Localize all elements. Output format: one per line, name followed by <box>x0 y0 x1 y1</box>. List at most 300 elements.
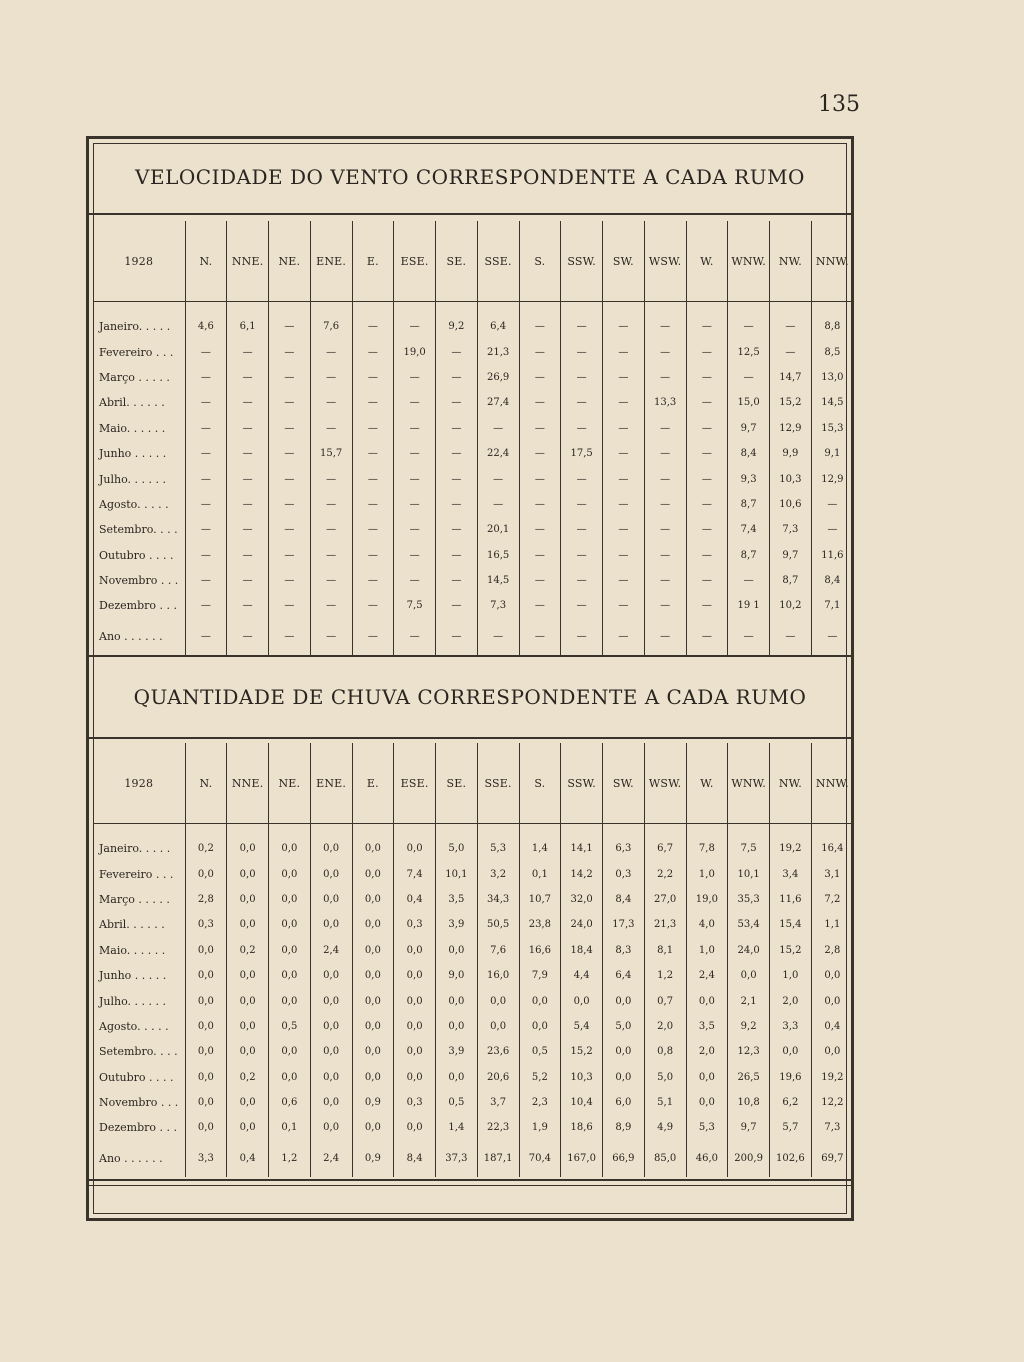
rain-value-cell: 0,0 <box>686 1065 728 1090</box>
rain-value-cell: 0,0 <box>352 836 394 861</box>
rain-value-cell: 5,2 <box>519 1065 561 1090</box>
speed-spacer-cell <box>770 302 812 315</box>
speed-value-cell: — <box>644 568 686 593</box>
speed-table-row <box>93 466 853 491</box>
speed-value-cell: — <box>561 593 603 618</box>
rain-spacer-cell <box>477 824 519 837</box>
rain-value-cell: 1,0 <box>686 861 728 886</box>
speed-value-cell: — <box>686 314 728 339</box>
speed-direction-header: N. <box>185 221 227 302</box>
rain-direction-header: W. <box>686 743 728 824</box>
speed-total-cell: — <box>185 619 227 655</box>
speed-value-cell: — <box>352 416 394 441</box>
rain-value-cell: 0,6 <box>269 1090 311 1115</box>
speed-value-cell: — <box>394 568 436 593</box>
speed-spacer-cell <box>519 302 561 315</box>
rain-value-cell: 34,3 <box>477 887 519 912</box>
speed-direction-header: NNE. <box>227 221 269 302</box>
speed-value-cell: 9,1 <box>811 441 853 466</box>
rain-value-cell: 7,3 <box>811 1115 853 1140</box>
rain-value-cell: 18,4 <box>561 938 603 963</box>
rain-value-cell: 0,0 <box>227 988 269 1013</box>
rain-value-cell: 24,0 <box>561 912 603 937</box>
rain-table-row <box>93 1090 853 1115</box>
speed-value-cell: — <box>185 466 227 491</box>
rain-value-cell: 0,0 <box>352 988 394 1013</box>
speed-value-cell: — <box>269 568 311 593</box>
speed-value-cell: — <box>269 492 311 517</box>
speed-value-cell: — <box>310 466 352 491</box>
speed-value-cell: 12,5 <box>728 339 770 364</box>
rain-value-cell: 7,2 <box>811 887 853 912</box>
rain-value-cell: 0,0 <box>394 1039 436 1064</box>
rain-month-label: Agosto. . . . . <box>99 1019 169 1033</box>
rain-value-cell: 3,9 <box>436 912 478 937</box>
speed-value-cell: 17,5 <box>561 441 603 466</box>
rain-value-cell: 3,3 <box>770 1014 812 1039</box>
rain-spacer-cell <box>310 824 352 837</box>
speed-spacer-cell <box>436 302 478 315</box>
rain-value-cell: 2,0 <box>644 1014 686 1039</box>
rain-value-cell: 10,3 <box>561 1065 603 1090</box>
speed-total-cell: — <box>477 619 519 655</box>
rain-value-cell: 0,0 <box>561 988 603 1013</box>
speed-value-cell: — <box>644 365 686 390</box>
speed-value-cell: 15,2 <box>770 390 812 415</box>
speed-month-label: Maio. . . . . . <box>99 421 166 435</box>
rain-total-cell: 200,9 <box>728 1141 770 1177</box>
speed-value-cell: — <box>227 339 269 364</box>
speed-value-cell: 13,0 <box>811 365 853 390</box>
speed-value-cell: 12,9 <box>811 466 853 491</box>
rain-value-cell: 0,0 <box>394 1014 436 1039</box>
speed-value-cell: — <box>519 568 561 593</box>
rain-value-cell: 1,4 <box>519 836 561 861</box>
speed-value-cell: — <box>352 314 394 339</box>
speed-value-cell: — <box>644 492 686 517</box>
speed-value-cell: — <box>561 568 603 593</box>
speed-year-header: 1928 <box>93 221 185 302</box>
speed-value-cell: — <box>394 365 436 390</box>
speed-value-cell: — <box>352 568 394 593</box>
rain-value-cell: 50,5 <box>477 912 519 937</box>
rain-direction-header: S. <box>519 743 561 824</box>
rain-total-cell: 8,4 <box>394 1141 436 1177</box>
rain-value-cell: 2,8 <box>185 887 227 912</box>
rain-spacer-cell <box>93 824 185 837</box>
speed-value-cell: — <box>310 517 352 542</box>
rain-value-cell: 5,3 <box>686 1115 728 1140</box>
speed-value-cell: — <box>394 492 436 517</box>
rain-value-cell: 0,0 <box>603 988 645 1013</box>
rain-value-cell: 16,6 <box>519 938 561 963</box>
speed-value-cell: — <box>686 339 728 364</box>
rain-direction-header: E. <box>352 743 394 824</box>
rain-value-cell: 8,9 <box>603 1115 645 1140</box>
speed-value-cell: — <box>519 441 561 466</box>
speed-value-cell: — <box>436 416 478 441</box>
rain-value-cell: 0,3 <box>394 1090 436 1115</box>
speed-value-cell: — <box>644 543 686 568</box>
speed-month-label: Setembro. . . . <box>99 523 178 537</box>
speed-value-cell: — <box>686 390 728 415</box>
speed-value-cell: — <box>227 441 269 466</box>
speed-value-cell: — <box>561 314 603 339</box>
rain-value-cell: 4,0 <box>686 912 728 937</box>
speed-direction-header: SSE. <box>477 221 519 302</box>
rain-value-cell: 0,0 <box>269 861 311 886</box>
speed-value-cell: — <box>686 365 728 390</box>
speed-value-cell: — <box>227 390 269 415</box>
speed-value-cell: — <box>269 314 311 339</box>
rain-value-cell: 2,4 <box>686 963 728 988</box>
rain-value-cell: 0,0 <box>436 988 478 1013</box>
rain-value-cell: 0,0 <box>352 1039 394 1064</box>
rain-value-cell: 0,4 <box>394 887 436 912</box>
rain-value-cell: 0,0 <box>310 887 352 912</box>
speed-value-cell: — <box>644 441 686 466</box>
rain-value-cell: 14,1 <box>561 836 603 861</box>
speed-value-cell: — <box>644 517 686 542</box>
rain-month-label: Junho . . . . . <box>99 969 167 983</box>
rain-month-label: Abril. . . . . . <box>99 918 165 932</box>
rain-value-cell: 0,1 <box>519 861 561 886</box>
speed-total-label: Ano . . . . . . <box>99 630 163 644</box>
speed-month-label: Março . . . . . <box>99 370 170 384</box>
speed-total-cell: — <box>644 619 686 655</box>
rain-direction-header: NW. <box>770 743 812 824</box>
rain-value-cell: 0,0 <box>310 1115 352 1140</box>
rain-month-label: Dezembro . . . <box>99 1121 177 1135</box>
rain-value-cell: 7,8 <box>686 836 728 861</box>
rain-value-cell: 10,1 <box>728 861 770 886</box>
rain-value-cell: 0,0 <box>269 836 311 861</box>
rain-value-cell: 0,0 <box>185 861 227 886</box>
speed-value-cell: — <box>561 390 603 415</box>
rain-value-cell: 0,0 <box>185 1065 227 1090</box>
rain-value-cell: 15,4 <box>770 912 812 937</box>
rain-value-cell: 0,2 <box>227 1065 269 1090</box>
rain-value-cell: 1,0 <box>686 938 728 963</box>
speed-value-cell: — <box>269 416 311 441</box>
speed-spacer-cell <box>352 302 394 315</box>
speed-value-cell: — <box>310 339 352 364</box>
speed-value-cell: 10,2 <box>770 593 812 618</box>
speed-value-cell: — <box>227 416 269 441</box>
speed-value-cell: — <box>269 441 311 466</box>
rain-value-cell: 0,0 <box>310 861 352 886</box>
speed-spacer-cell <box>728 302 770 315</box>
speed-table-row <box>93 543 853 568</box>
rain-value-cell: 0,0 <box>310 1014 352 1039</box>
rain-value-cell: 32,0 <box>561 887 603 912</box>
rain-value-cell: 0,0 <box>227 1014 269 1039</box>
rain-value-cell: 3,4 <box>770 861 812 886</box>
rain-value-cell: 0,0 <box>394 1065 436 1090</box>
speed-value-cell: — <box>686 593 728 618</box>
rain-value-cell: 19,0 <box>686 887 728 912</box>
rain-value-cell: 2,3 <box>519 1090 561 1115</box>
rain-month-label: Novembro . . . <box>99 1096 179 1110</box>
speed-value-cell: — <box>686 568 728 593</box>
speed-direction-header: SE. <box>436 221 478 302</box>
speed-value-cell: — <box>603 543 645 568</box>
speed-value-cell: 21,3 <box>477 339 519 364</box>
rain-direction-header: NE. <box>269 743 311 824</box>
speed-header-row <box>93 221 853 302</box>
rain-value-cell: 0,0 <box>310 1090 352 1115</box>
speed-value-cell: — <box>603 593 645 618</box>
speed-value-cell: 16,5 <box>477 543 519 568</box>
speed-direction-header: WSW. <box>644 221 686 302</box>
speed-value-cell: 13,3 <box>644 390 686 415</box>
speed-value-cell: — <box>185 543 227 568</box>
rain-value-cell: 15,2 <box>561 1039 603 1064</box>
rain-end-rule <box>89 1179 851 1181</box>
speed-total-cell: — <box>519 619 561 655</box>
speed-total-cell: — <box>603 619 645 655</box>
speed-value-cell: 15,0 <box>728 390 770 415</box>
speed-value-cell: — <box>561 365 603 390</box>
speed-spacer-cell <box>227 302 269 315</box>
speed-value-cell: 20,1 <box>477 517 519 542</box>
speed-value-cell: — <box>519 365 561 390</box>
speed-month-label: Dezembro . . . <box>99 599 177 613</box>
rain-value-cell: 0,0 <box>269 988 311 1013</box>
rain-value-cell: 12,3 <box>728 1039 770 1064</box>
speed-value-cell: — <box>436 441 478 466</box>
speed-value-cell: — <box>269 543 311 568</box>
speed-spacer-cell <box>477 302 519 315</box>
page-number: 135 <box>818 92 860 117</box>
speed-value-cell: — <box>269 365 311 390</box>
rain-value-cell: 7,5 <box>728 836 770 861</box>
rain-value-cell: 6,4 <box>603 963 645 988</box>
page-frame <box>86 136 854 1221</box>
speed-value-cell: — <box>603 365 645 390</box>
speed-value-cell: — <box>603 339 645 364</box>
speed-month-label: Abril. . . . . . <box>99 396 165 410</box>
speed-value-cell: 9,7 <box>770 543 812 568</box>
rain-value-cell: 5,7 <box>770 1115 812 1140</box>
rain-value-cell: 23,8 <box>519 912 561 937</box>
rain-total-row <box>93 1141 853 1177</box>
speed-value-cell: — <box>352 365 394 390</box>
speed-month-label: Janeiro. . . . . <box>99 320 171 334</box>
rain-direction-header: WNW. <box>728 743 770 824</box>
rain-value-cell: 9,0 <box>436 963 478 988</box>
speed-value-cell: 8,7 <box>770 568 812 593</box>
speed-value-cell: — <box>770 314 812 339</box>
rain-value-cell: 0,0 <box>185 963 227 988</box>
speed-value-cell: 15,3 <box>811 416 853 441</box>
rain-value-cell: 0,0 <box>269 1039 311 1064</box>
rain-value-cell: 0,3 <box>394 912 436 937</box>
rain-value-cell: 0,0 <box>352 1014 394 1039</box>
rain-month-label: Maio. . . . . . <box>99 943 166 957</box>
rain-value-cell: 35,3 <box>728 887 770 912</box>
speed-value-cell: 7,3 <box>770 517 812 542</box>
rain-value-cell: 10,4 <box>561 1090 603 1115</box>
rain-direction-header: WSW. <box>644 743 686 824</box>
speed-direction-header: S. <box>519 221 561 302</box>
speed-value-cell: — <box>603 517 645 542</box>
rain-table-row <box>93 1065 853 1090</box>
speed-value-cell: — <box>269 517 311 542</box>
speed-value-cell: — <box>561 543 603 568</box>
speed-value-cell: — <box>603 492 645 517</box>
rain-total-label: Ano . . . . . . <box>99 1152 163 1166</box>
speed-value-cell: — <box>561 517 603 542</box>
speed-value-cell: — <box>352 492 394 517</box>
rain-value-cell: 0,0 <box>227 912 269 937</box>
speed-direction-header: SSW. <box>561 221 603 302</box>
rain-spacer-cell <box>352 824 394 837</box>
speed-value-cell: — <box>519 466 561 491</box>
speed-value-cell: — <box>352 543 394 568</box>
rain-value-cell: 53,4 <box>728 912 770 937</box>
speed-value-cell: — <box>185 416 227 441</box>
rain-value-cell: 3,5 <box>436 887 478 912</box>
speed-direction-header: NE. <box>269 221 311 302</box>
speed-value-cell: — <box>394 416 436 441</box>
speed-value-cell: — <box>185 365 227 390</box>
rain-table-row <box>93 836 853 861</box>
rain-value-cell: 5,0 <box>644 1065 686 1090</box>
rain-value-cell: 0,0 <box>352 938 394 963</box>
speed-table-row <box>93 365 853 390</box>
speed-value-cell: — <box>519 314 561 339</box>
rain-total-cell: 0,4 <box>227 1141 269 1177</box>
rain-value-cell: 0,0 <box>811 963 853 988</box>
speed-value-cell: 8,7 <box>728 543 770 568</box>
rain-spacer-row <box>93 824 853 837</box>
rain-value-cell: 5,0 <box>436 836 478 861</box>
speed-value-cell: 12,9 <box>770 416 812 441</box>
rain-value-cell: 19,2 <box>811 1065 853 1090</box>
speed-value-cell: — <box>686 517 728 542</box>
rain-direction-header: SSE. <box>477 743 519 824</box>
speed-value-cell: — <box>603 568 645 593</box>
rain-month-label: Julho. . . . . . <box>99 994 166 1008</box>
speed-table-row <box>93 492 853 517</box>
rain-title-rule <box>89 737 851 739</box>
rain-direction-header: NNE. <box>227 743 269 824</box>
speed-value-cell: — <box>185 517 227 542</box>
rain-value-cell: 0,5 <box>519 1039 561 1064</box>
speed-value-cell: — <box>394 517 436 542</box>
rain-value-cell: 0,0 <box>352 861 394 886</box>
rain-value-cell: 0,0 <box>227 836 269 861</box>
speed-spacer-cell <box>394 302 436 315</box>
speed-value-cell: — <box>561 416 603 441</box>
rain-value-cell: 3,9 <box>436 1039 478 1064</box>
rain-value-cell: 18,6 <box>561 1115 603 1140</box>
speed-value-cell: — <box>436 517 478 542</box>
speed-value-cell: — <box>603 466 645 491</box>
rain-value-cell: 0,0 <box>728 963 770 988</box>
speed-total-cell: — <box>728 619 770 655</box>
speed-value-cell: — <box>310 593 352 618</box>
rain-direction-header: SE. <box>436 743 478 824</box>
rain-value-cell: 5,4 <box>561 1014 603 1039</box>
rain-section-title: QUANTIDADE DE CHUVA CORRESPONDENTE A CADA RUMO <box>133 685 807 709</box>
speed-value-cell: — <box>310 416 352 441</box>
speed-direction-header: W. <box>686 221 728 302</box>
rain-value-cell: 0,0 <box>519 988 561 1013</box>
rain-value-cell: 0,0 <box>394 963 436 988</box>
speed-month-label: Agosto. . . . . <box>99 497 169 511</box>
speed-value-cell: 10,6 <box>770 492 812 517</box>
rain-value-cell: 0,0 <box>686 1090 728 1115</box>
rain-value-cell: 0,0 <box>310 1065 352 1090</box>
rain-value-cell: 7,4 <box>394 861 436 886</box>
speed-value-cell: — <box>519 543 561 568</box>
rain-value-cell: 0,0 <box>811 1039 853 1064</box>
speed-value-cell: — <box>394 314 436 339</box>
speed-value-cell: — <box>310 365 352 390</box>
speed-value-cell: — <box>644 314 686 339</box>
speed-value-cell: — <box>185 390 227 415</box>
speed-total-cell: — <box>352 619 394 655</box>
speed-value-cell: 7,5 <box>394 593 436 618</box>
speed-value-cell: — <box>811 492 853 517</box>
speed-value-cell: — <box>519 593 561 618</box>
speed-value-cell: 14,7 <box>770 365 812 390</box>
rain-value-cell: 7,6 <box>477 938 519 963</box>
speed-total-cell: — <box>394 619 436 655</box>
rain-value-cell: 0,0 <box>436 1014 478 1039</box>
rain-value-cell: 0,0 <box>811 988 853 1013</box>
speed-value-cell: — <box>269 339 311 364</box>
rain-total-cell: 37,3 <box>436 1141 478 1177</box>
rain-value-cell: 2,0 <box>686 1039 728 1064</box>
speed-direction-header: NW. <box>770 221 812 302</box>
speed-total-cell: — <box>269 619 311 655</box>
rain-value-cell: 6,7 <box>644 836 686 861</box>
rain-value-cell: 0,0 <box>352 963 394 988</box>
speed-table-row <box>93 517 853 542</box>
rain-value-cell: 9,7 <box>728 1115 770 1140</box>
rain-value-cell: 5,3 <box>477 836 519 861</box>
speed-value-cell: — <box>227 492 269 517</box>
speed-spacer-cell <box>686 302 728 315</box>
rain-direction-header: ESE. <box>394 743 436 824</box>
speed-value-cell: — <box>477 466 519 491</box>
speed-value-cell: 15,7 <box>310 441 352 466</box>
rain-value-cell: 5,1 <box>644 1090 686 1115</box>
rain-total-cell: 66,9 <box>603 1141 645 1177</box>
rain-value-cell: 0,0 <box>394 988 436 1013</box>
speed-title-rule <box>89 213 851 215</box>
rain-value-cell: 0,0 <box>227 1039 269 1064</box>
speed-value-cell: 6,1 <box>227 314 269 339</box>
speed-value-cell: 6,4 <box>477 314 519 339</box>
rain-total-cell: 167,0 <box>561 1141 603 1177</box>
speed-value-cell: — <box>352 593 394 618</box>
rain-value-cell: 6,2 <box>770 1090 812 1115</box>
speed-value-cell: — <box>686 441 728 466</box>
speed-value-cell: — <box>310 543 352 568</box>
rain-value-cell: 0,0 <box>310 912 352 937</box>
rain-end-rule-thin <box>89 1185 851 1186</box>
speed-month-label: Novembro . . . <box>99 574 179 588</box>
rain-value-cell: 0,0 <box>269 1065 311 1090</box>
speed-spacer-cell <box>603 302 645 315</box>
speed-value-cell: — <box>728 365 770 390</box>
speed-value-cell: — <box>227 517 269 542</box>
rain-value-cell: 10,1 <box>436 861 478 886</box>
